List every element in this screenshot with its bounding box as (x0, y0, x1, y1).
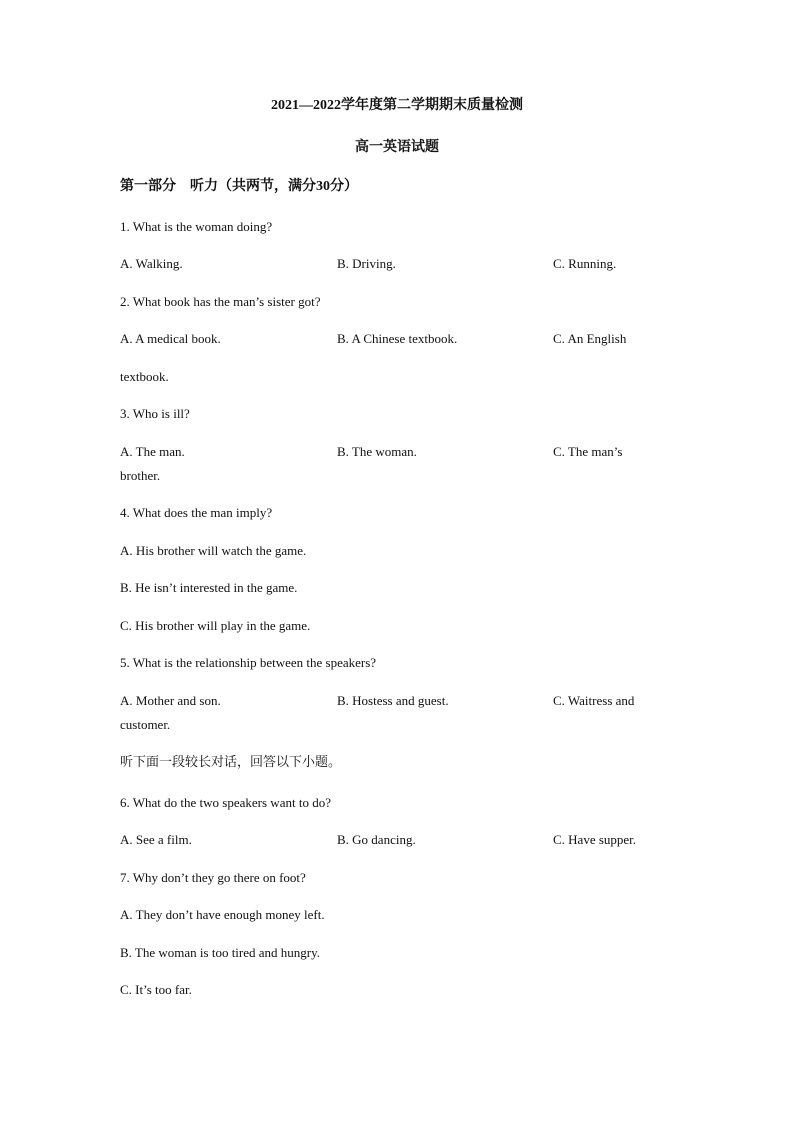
option-b: B. A Chinese textbook. (337, 331, 458, 346)
exam-subtitle: 高一英语试题 (355, 140, 439, 155)
option-continuation: brother. (120, 468, 161, 483)
option-c: C. Have supper. (553, 832, 637, 847)
option-a: A. See a film. (120, 832, 192, 847)
exam-title: 2021—2022学年度第二学期期末质量检测 (271, 98, 523, 113)
option-continuation: textbook. (120, 369, 169, 384)
option-c: C. Running. (553, 256, 617, 271)
option-b: B. Hostess and guest. (337, 693, 449, 708)
option-b: B. The woman is too tired and hungry. (120, 945, 321, 960)
option-c: C. His brother will play in the game. (120, 618, 311, 633)
option-c: C. The man’s (553, 444, 623, 459)
option-c: C. It’s too far. (120, 982, 192, 997)
question-stem: 6. What do the two speakers want to do? (120, 795, 331, 810)
option-a: A. A medical book. (120, 331, 221, 346)
question-stem: 5. What is the relationship between the speakers? (120, 655, 377, 670)
question-stem: 3. Who is ill? (120, 406, 190, 421)
option-a: A. Mother and son. (120, 693, 221, 708)
section-heading: 第一部分 听力（共两节，满分30分） (120, 179, 358, 194)
option-c: C. Waitress and (553, 693, 635, 708)
option-b: B. The woman. (337, 444, 417, 459)
option-a: A. The man. (120, 444, 185, 459)
option-a: A. They don’t have enough money left. (120, 907, 325, 922)
option-continuation: customer. (120, 717, 171, 732)
option-a: A. Walking. (120, 256, 183, 271)
question-stem: 1. What is the woman doing? (120, 219, 273, 234)
option-b: B. Driving. (337, 256, 396, 271)
option-a: A. His brother will watch the game. (120, 543, 307, 558)
option-b: B. Go dancing. (337, 832, 416, 847)
option-b: B. He isn’t interested in the game. (120, 580, 298, 595)
question-stem: 2. What book has the man’s sister got? (120, 294, 321, 309)
question-stem: 4. What does the man imply? (120, 505, 273, 520)
option-c: C. An English (553, 331, 627, 346)
section-instruction: 听下面一段较长对话，回答以下小题。 (120, 755, 342, 770)
question-stem: 7. Why don’t they go there on foot? (120, 870, 306, 885)
